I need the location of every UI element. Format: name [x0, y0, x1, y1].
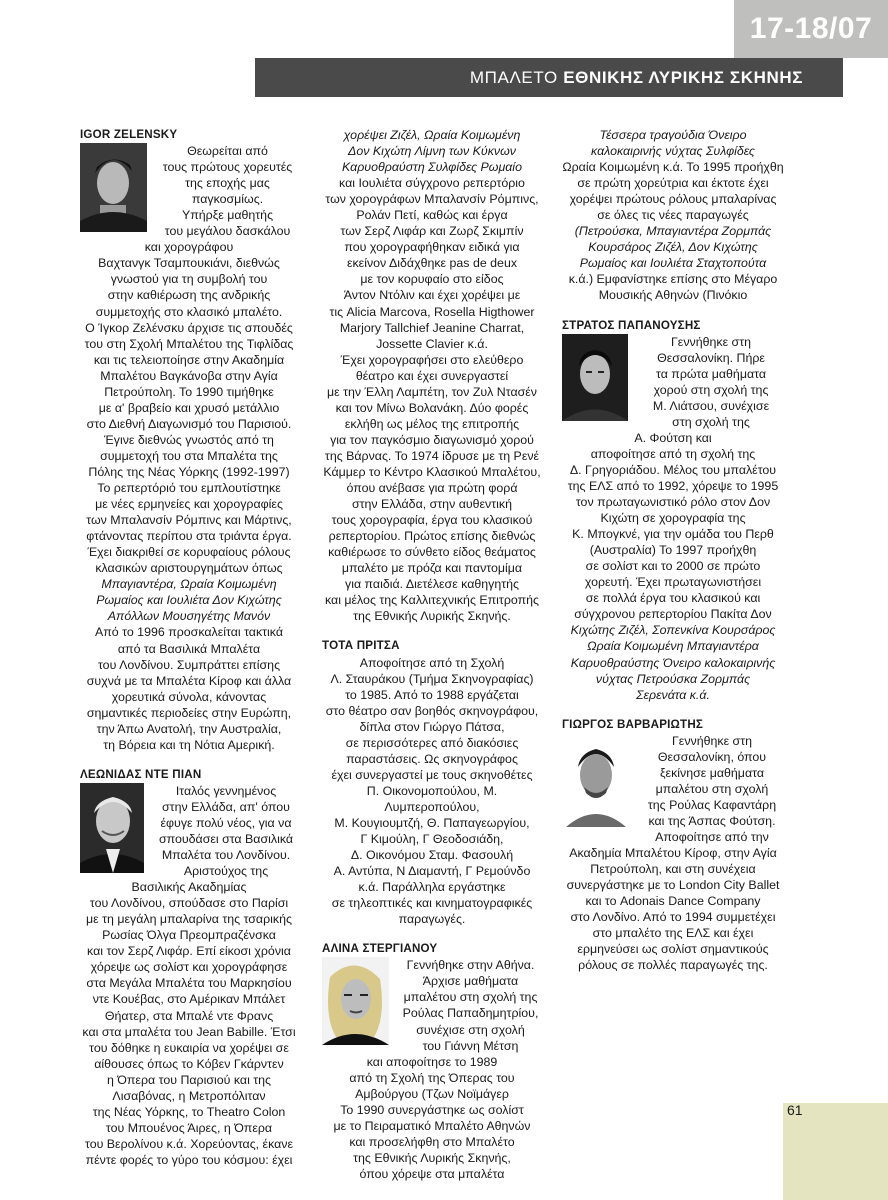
text-line: Μπαλέτα του Λονδίνου. [161, 848, 291, 863]
text-line: σε πρώτη χορεύτρια και έκτοτε έχει [577, 176, 769, 191]
text-line: σπουδάσει στα Βασιλικά [158, 832, 294, 847]
text-line: του Γιάννη Μέτση [422, 1038, 519, 1053]
text-line: Κιχώτη σε χορογραφία της [600, 511, 746, 526]
text-line: Αποφοίτησε από τη Σχολή [359, 655, 505, 670]
text-line: της Βάρνας. Το 1974 ίδρυσε με τη Ρενέ [324, 448, 540, 463]
bio-name-stratos: ΣΤΡΑΤΟΣ ΠΑΠΑΝΟΥΣΗΣ [562, 318, 701, 332]
text-line: της Εθνικής Λυρικής Σκηνής, [353, 1150, 511, 1165]
text-line: της εποχής μας [185, 176, 270, 191]
text-line: φτάνοντας περίπου στα τριάντα έργα. [86, 529, 292, 544]
text-line: Θεσσαλονίκη. Πήρε [657, 350, 765, 365]
column-2 [322, 127, 542, 1182]
text-line: με το Πειραματικό Μπαλέτο Αθηνών [333, 1118, 531, 1133]
text-line: Ρωμαίος και Ιουλιέτα Δον Κιχώτης [96, 593, 282, 608]
text-line: συμμετοχή του στα Μπαλέτα της [100, 448, 278, 463]
section-banner [255, 58, 843, 97]
text-line: Λ. Σταυράκου (Τμήμα Σκηνογραφίας) [330, 671, 534, 686]
text-line: Ωραία Κοιμωμένη Μπαγιαντέρα [587, 639, 759, 654]
text-line: εκλήθη ως μέλος της επιτροπής [344, 416, 520, 431]
text-line: τα πρώτα μαθήματα [655, 366, 766, 381]
text-line: σε πολλά έργα του κλασικού και [585, 591, 761, 606]
text-line: Πετρούπολη. Το 1990 τιμήθηκε [104, 384, 274, 399]
text-line: μπαλέτου στη σχολή [655, 781, 769, 796]
text-line: του μεγάλου δασκάλου [164, 224, 291, 239]
text-line: για τον παγκόσμιο διαγωνισμό χορού [330, 432, 534, 447]
text-line: ξεκίνησε μαθήματα [660, 765, 764, 780]
text-line: από τα Βασιλικά Μπαλέτα [117, 641, 261, 656]
text-line: Γεννήθηκε στη [670, 334, 751, 349]
text-line: χόρεψε ως σολίστ και χορογράφησε [90, 960, 288, 975]
text-line: με τον κορυφαίο στο είδος [360, 272, 504, 287]
text-line: Αμβούργου (Τζων Νοϊμάγερ [355, 1086, 509, 1101]
text-line: και τον Μίνω Βολανάκη. Δύο φορές [335, 400, 529, 415]
text-line: παγκοσμίως. [191, 192, 264, 207]
text-line: Α. Αντύπα, Ν Διαμαντή, Γ Ρεμούνδο [333, 864, 531, 879]
text-line: Π. Οικονομοπούλου, Μ. Λυμπεροπούλου, [366, 783, 498, 814]
bio-name-igor: IGOR ZELENSKY [80, 128, 178, 141]
season-label: 17-18/07 [734, 0, 888, 58]
text-line: έφυγε πολύ νέος, για να [160, 815, 292, 830]
text-line: συχνά με τα Μπαλέτα Κίροφ και άλλα [86, 673, 292, 688]
text-line: και αποφοίτησε το 1989 [366, 1054, 498, 1069]
text-line: Θεωρείται από [187, 144, 268, 159]
text-line: μπαλέτο με πρόζα και παντομίμα [341, 561, 523, 576]
text-line: που χορογραφήθηκαν ειδικά για [344, 240, 520, 255]
text-line: ερμηνεύσει ως σολίστ σημαντικούς [577, 942, 769, 957]
text-line: Αποφοίτησε από την [655, 829, 769, 844]
text-line: στην καθιέρωση της ανδρικής [107, 288, 271, 303]
text-line: Βασιλικής Ακαδημίας [131, 880, 247, 895]
text-line: σε περισσότερες από διακόσιες [345, 735, 519, 750]
bio-text-tota [322, 655, 542, 928]
column-1 [80, 127, 298, 1168]
text-line: του Μπουένος Άιρες, η Όπερα [105, 1120, 273, 1135]
text-line: Απόλλων Μουσηγέτης Μανόν [107, 609, 271, 624]
text-line: γνωστού για τη συμβολή του [110, 272, 268, 287]
text-line: συνέχισε στη σχολή [416, 1022, 525, 1037]
text-line: του στη Σχολή Μπαλέτου της Τιφλίδας [84, 336, 294, 351]
portrait-stratos-papanousis [562, 334, 628, 421]
text-line: Μπαγιαντέρα, Ωραία Κοιμωμένη [101, 577, 277, 592]
banner-prefix: ΜΠΑΛΕΤΟ [469, 68, 558, 87]
text-line: Πόλης της Νέας Υόρκης (1992-1997) [88, 464, 290, 479]
text-line: με α' βραβείο και χρυσό μετάλλιο [98, 400, 280, 415]
banner-title: ΕΘΝΙΚΗΣ ΛΥΡΙΚΗΣ ΣΚΗΝΗΣ [563, 68, 803, 87]
text-line: Jossette Clavier κ.ά. [376, 336, 488, 351]
text-line: και στα μπαλέτα του Jean Babille. Έτσι [82, 1024, 296, 1039]
text-line: και το Adonais Dance Company [585, 894, 761, 909]
text-line: Από το 1996 προσκαλείται τακτικά [94, 625, 284, 640]
text-line: παραγωγές. [398, 912, 466, 927]
text-line: Τέσσερα τραγούδια Όνειρο [599, 128, 747, 142]
text-line: στην Ελλάδα, απ' όπου [162, 799, 290, 814]
text-line: Γ Κιμούλη, Γ Θεοδοσιάδη, [360, 832, 504, 847]
portrait-alina-stergianou [322, 957, 389, 1045]
text-line: ρεπερτορίου. Πρώτος επίσης διεθνώς [328, 529, 536, 544]
bio-text-leonidas-continued [322, 127, 542, 624]
text-line: κλασικών αριστουργημάτων όπως [95, 561, 283, 576]
bio-text-alina-continued [562, 127, 784, 304]
text-line: Το ρεπερτόριό του εμπλουτίστηκε [97, 481, 281, 496]
portrait-giorgos-varvariotis [562, 733, 630, 827]
text-line: όπου ανέβασε για πρώτη φορά [346, 481, 518, 496]
text-line: Marjory Tallchief Jeanine Charrat, [339, 320, 525, 335]
page-number: 61 [787, 1102, 803, 1118]
text-line: τον πρωταγωνιστικό ρόλο στον Δον [575, 495, 771, 510]
text-line: του Λονδίνου, σπούδασε στο Παρίσι [89, 896, 289, 911]
text-line: Κάμμερ το Κέντρο Κλασικού Μπαλέτου, [323, 464, 541, 479]
text-line: πέντε φορές το γύρο του κόσμου: έχει [85, 1152, 293, 1167]
text-line: σύγχρονου ρεπερτορίου Πακίτα Δον [574, 607, 772, 622]
text-line: της Νέας Υόρκης, το Theatro Colon [92, 1104, 286, 1119]
text-line: Αριστούχος της [183, 864, 269, 879]
bio-text-igor [80, 143, 298, 753]
text-line: Άντον Ντόλιν και έχει χορέψει με [343, 288, 521, 303]
text-line: στο μπαλέτο της ΕΛΣ και έχει [592, 926, 754, 941]
text-line: Γεννήθηκε στη [671, 733, 752, 748]
bio-name-alina: ΑΛΙΝΑ ΣΤΕΡΓΙΑΝΟΥ [322, 942, 438, 956]
text-line: αποφοίτησε από τη σχολή της [590, 446, 756, 461]
text-line: αίθουσες όπως το Κόβεν Γκάρντεν [94, 1056, 284, 1071]
text-line: την Άπω Ανατολή, την Αυστραλία, [96, 721, 282, 736]
text-line: Βαχτανγκ Τσαμπουκιάνι, διεθνώς [98, 256, 280, 271]
text-line: των Μπαλανσίν Ρόμπινς και Μάρτινς, [86, 513, 292, 528]
text-line: και της Άσπας Φούτση. [648, 813, 776, 828]
text-line: και προσελήφθη στο Μπαλέτο [349, 1134, 515, 1149]
text-line: Δ. Οικονόμου Σταμ. Φασουλή [350, 848, 514, 863]
text-line: Ακαδημία Μπαλέτου Κίροφ, στην Αγία [569, 846, 777, 861]
text-line: με νέες ερμηνείες και χορογραφίες [95, 497, 283, 512]
text-line: Ιταλός γεννημένος [175, 783, 277, 798]
text-line: σημαντικές περιοδείες στην Ευρώπη, [86, 705, 292, 720]
text-line: κ.ά.) Εμφανίστηκε επίσης στο Μέγαρο [568, 272, 778, 287]
text-line: Κουρσάρος Ζιζέλ, Δον Κιχώτης [588, 240, 758, 255]
text-line: Θεσσαλονίκη, όπου [657, 749, 767, 764]
column-3 [562, 127, 784, 973]
text-line: δίπλα στον Γιώργο Πάτσα, [359, 719, 505, 734]
text-line: στο Λονδίνο. Από το 1994 συμμετέχει [570, 910, 776, 925]
text-line: Σερενάτα κ.ά. [636, 687, 710, 702]
text-line: εκείνον Διδάχθηκε pas de deux [346, 256, 518, 271]
text-line: Μουσικής Αθηνών (Πινόκιο [598, 288, 748, 303]
text-line: καλοκαιρινής νύχτας Συλφίδες [591, 144, 755, 159]
text-line: χορέψει Ζιζέλ, Ωραία Κοιμωμένη [343, 128, 521, 142]
text-line: Ρούλας Παπαδημητρίου, [402, 1006, 539, 1021]
text-line: συμμετοχής στο κλασικό μπαλέτο. [95, 304, 283, 319]
text-line: Έγινε διεθνώς γνωστός από τη [104, 432, 274, 447]
text-line: στο Διεθνή Διαγωνισμό του Παρισιού. [86, 416, 292, 431]
text-line: Καρυοθραύστη Συλφίδες Ρωμαίο [342, 160, 522, 175]
text-line: και μέλος της Καλλιτεχνικής Επιτροπής [324, 593, 539, 608]
text-line: χορευτικά σύνολα, κάνοντας [111, 689, 267, 704]
text-line: με την Έλλη Λαμπέτη, τον Ζυλ Ντασέν [326, 384, 538, 399]
text-line: Μπαλέτου Βαγκάνοβα στην Αγία [100, 368, 278, 383]
text-line: Έχει διακριθεί σε κορυφαίους ρόλους [87, 545, 291, 560]
text-line: στην Ελλάδα, στην αυθεντική [351, 497, 512, 512]
text-line: Άρχισε μαθήματα [422, 974, 519, 989]
text-line: σε σολίστ και το 2000 σε πρώτο [585, 559, 761, 574]
text-line: Ωραία Κοιμωμένη κ.ά. Το 1995 προήχθη [562, 160, 784, 175]
text-line: στα Μεγάλα Μπαλέτα του Μαρκησίου [86, 976, 292, 991]
text-line: Λισαβόνας, η Μετροπόλιταν [112, 1088, 266, 1103]
text-line: της Ρούλας Καφαντάρη [647, 797, 777, 812]
text-line: τις Alicia Marcova, Rosella Higthower [329, 304, 535, 319]
text-line: Α. Φούτση και [634, 430, 712, 445]
text-line: Κ. Μπογκνέ, για την ομάδα του Περθ [572, 527, 774, 542]
text-line: όπου χόρεψε στα μπαλέτα [359, 1166, 505, 1181]
portrait-igor-zelensky [80, 143, 147, 232]
text-line: του Λονδίνου. Συμπράττει επίσης [97, 657, 281, 672]
text-line: Γεννήθηκε στην Αθήνα. [406, 958, 535, 973]
text-line: Ρωσίας Όλγα Πρεομπραζένσκα [102, 928, 276, 943]
text-line: και χορογράφου [144, 240, 234, 255]
text-line: σε τηλεοπτικές και κινηματογραφικές [331, 896, 533, 911]
text-line: μπαλέτου στη σχολή της [403, 990, 538, 1005]
text-line: και Ιουλιέτα σύγχρονο ρεπερτόριο [339, 176, 525, 191]
bio-name-tota: ΤΟΤΑ ΠΡΙΤΣΑ [322, 639, 400, 653]
text-line: χορευτή. Έχει πρωταγωνιστήσει [584, 575, 762, 590]
text-line: χορέψει πρώτους ρόλους μπαλαρίνας [569, 192, 777, 207]
text-line: και τις τελειοποίησε στην Ακαδημία [93, 352, 285, 367]
text-line: η Όπερα του Παρισιού και της [106, 1072, 272, 1087]
text-line: Θήατερ, στα Μπαλέ ντε Φρανς [104, 1008, 274, 1023]
text-line: από τη Σχολή της Όπερας του [349, 1070, 515, 1085]
text-line: του δόθηκε η ευκαιρία να χορέψει σε [89, 1040, 289, 1055]
bio-name-leonidas: ΛΕΩΝΙΔΑΣ ΝΤΕ ΠΙΑΝ [80, 767, 202, 781]
text-line: της ΕΛΣ από το 1992, χόρεψε το 1995 [567, 478, 779, 493]
text-line: με τη μεγάλη μπαλαρίνα της τσαρικής [86, 912, 292, 927]
text-line: Ρολάν Πετί, καθώς και έργα [356, 208, 508, 223]
text-line: παραστάσεις. Ως σκηνογράφος [346, 751, 518, 766]
text-line: των Σερζ Λιφάρ και Ζωρζ Σκιμπίν [340, 224, 524, 239]
text-line: Έχει χορογραφήσει στο ελεύθερο [340, 352, 524, 367]
text-line: τη Βόρεια και τη Νότια Αμερική. [103, 737, 275, 752]
text-line: στο θέατρο σαν βοηθός σκηνογράφου, [325, 703, 539, 718]
text-line: καθιέρωσε το σύνθετο είδος θεάματος [328, 545, 536, 560]
text-line: Ο Ίγκορ Ζελένσκυ άρχισε τις σπουδές [85, 320, 293, 335]
text-line: το 1985. Από το 1988 εργάζεται [345, 687, 519, 702]
text-line: θέατρο και έχει συνεργαστεί [355, 368, 509, 383]
text-line: (Αυστραλία) Το 1997 προήχθη [589, 543, 757, 558]
text-line: Πετρούπολη, και στη συνέχεια [590, 862, 756, 877]
text-line: Δ. Γρηγοριάδου. Μέλος του μπαλέτου [569, 462, 777, 477]
text-line: ρόλους σε πολλές παραγωγές της. [578, 958, 768, 973]
text-line: σε όλες τις νέες παραγωγές [597, 208, 749, 223]
text-line: τους χορογραφία, έργα του κλασικού [331, 513, 533, 528]
text-line: συνεργάστηκε με το London City Ballet [566, 878, 780, 893]
text-line: Κιχώτης Ζιζέλ, Σοπενκίνα Κουρσάρος [570, 623, 776, 638]
text-line: Καρυοθραύστης Όνειρο καλοκαιρινής [570, 655, 776, 670]
text-line: νύχτας Πετρούσκα Ζορμπάς [595, 671, 751, 686]
text-line: Ρωμαίος και Ιουλιέτα Σταχτοπούτα [579, 256, 767, 271]
text-line: της Εθνικής Λυρικής Σκηνής. [353, 609, 511, 624]
text-line: για παιδιά. Διετέλεσε καθηγητής [345, 577, 519, 592]
text-line: Το 1990 συνεργάστηκε ως σολίστ [340, 1102, 524, 1117]
text-line: ντε Κουέβας, στο Αμέρικαν Μπάλετ [92, 992, 286, 1007]
text-line: και τον Σερζ Λιφάρ. Επί είκοσι χρόνια [87, 944, 291, 959]
text-line: στη σχολή της [672, 414, 750, 429]
text-line: κ.ά. Παράλληλα εργάστηκε [358, 880, 506, 895]
text-line: χορού στη σχολή της [653, 382, 769, 397]
text-line: Δον Κιχώτη Λίμνη των Κύκνων [348, 144, 516, 159]
text-line: των χορογράφων Μπαλανσίν Ρόμπινς, [325, 192, 539, 207]
text-line: (Πετρούσκα, Μπαγιαντέρα Ζορμπάς [574, 224, 772, 239]
bio-name-giorgos: ΓΙΩΡΓΟΣ ΒΑΡΒΑΡΙΩΤΗΣ [562, 717, 704, 731]
portrait-leonidas-de-pian [80, 783, 144, 873]
text-line: του Βερολίνου κ.ά. Χορεύοντας, έκανε [84, 1136, 294, 1151]
text-line: τους πρώτους χορευτές [162, 160, 293, 175]
text-line: έχει συνεργαστεί με τους σκηνοθέτες [331, 767, 533, 782]
text-line: Υπήρξε μαθητής [181, 208, 274, 223]
text-line: Μ. Λιάτσου, συνέχισε [652, 398, 770, 413]
text-line: Μ. Κουγιουμτζή, Θ. Παπαγεωργίου, [334, 815, 530, 830]
